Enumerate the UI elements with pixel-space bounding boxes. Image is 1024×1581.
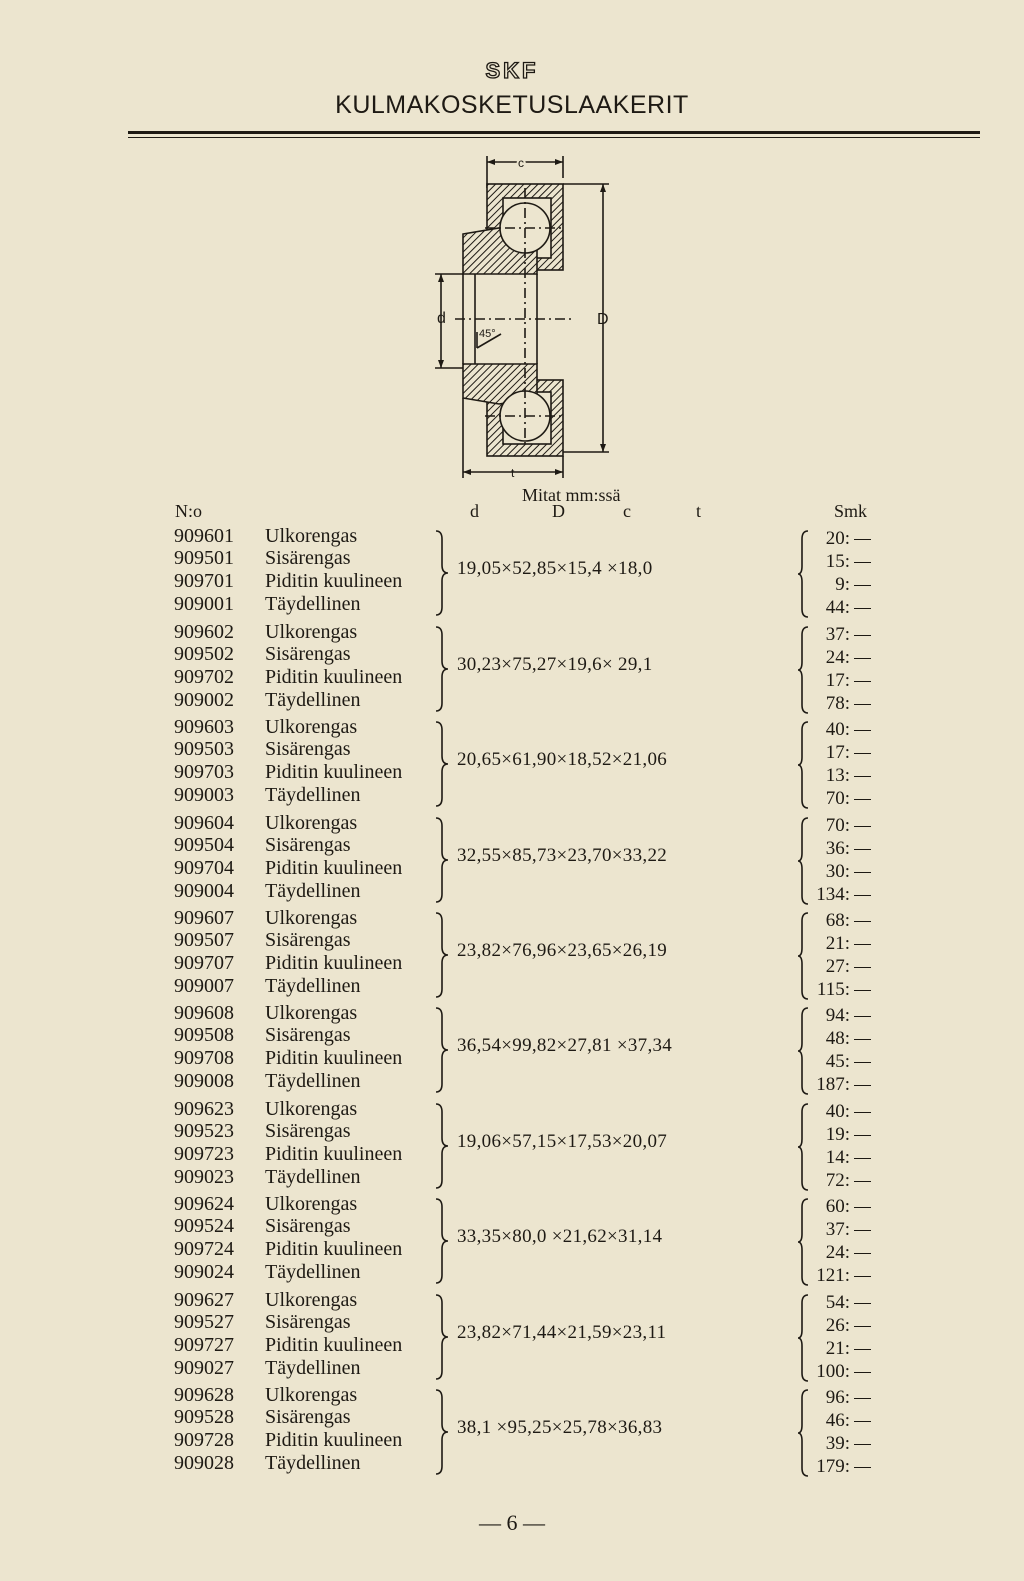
price-dash [854,1444,871,1445]
col-header-number: N:o [175,501,202,521]
dimensions-value: 19,05×52,85×15,4 ×18,0 [457,558,653,579]
part-name: Täydellinen [265,593,361,615]
price-dash [854,585,871,586]
price-dash [854,1016,871,1017]
part-number: 909503 [174,738,234,760]
price-dash [854,1207,871,1208]
part-group [0,907,1024,1003]
price: 36: [825,838,850,859]
price: 48: [825,1028,850,1049]
price-dash [854,608,871,609]
part-number: 909704 [174,857,234,879]
part-name: Sisärengas [265,834,351,856]
part-number: 909723 [174,1143,234,1165]
price: 17: [825,670,850,691]
price-dash [854,1398,871,1399]
price-dash [854,658,871,659]
price-dash [854,1135,871,1136]
part-number: 909724 [174,1238,234,1260]
right-brace [434,1197,450,1285]
right-brace [434,911,450,999]
dimensions-caption: Mitat mm:ssä [522,485,621,505]
part-number: 909627 [174,1289,234,1311]
part-number: 909604 [174,812,234,834]
part-number: 909628 [174,1384,234,1406]
part-number: 909502 [174,643,234,665]
dim-label-D: D [597,311,609,328]
price: 26: [825,1315,850,1336]
part-number: 909527 [174,1311,234,1333]
price-dash [854,681,871,682]
part-number: 909001 [174,593,234,615]
part-number: 909027 [174,1357,234,1379]
price: 17: [825,742,850,763]
part-name: Sisärengas [265,1120,351,1142]
right-brace [434,529,450,617]
price-dash [854,1303,871,1304]
price-dash [854,730,871,731]
price: 44: [825,597,850,618]
price-dash [854,1085,871,1086]
price-dash [854,990,871,991]
right-brace [434,1388,450,1476]
price-dash [854,562,871,563]
part-name: Piditin kuulineen [265,1143,403,1165]
part-group [0,525,1024,621]
skf-logo: SKF [485,58,539,83]
price: 60: [825,1196,850,1217]
price: 37: [825,624,850,645]
part-name: Täydellinen [265,975,361,997]
part-number: 909004 [174,880,234,902]
price-dash [854,921,871,922]
part-group [0,621,1024,717]
price: 24: [825,647,850,668]
part-name: Sisärengas [265,738,351,760]
part-name: Ulkorengas [265,907,358,929]
part-number: 909504 [174,834,234,856]
price: 100: [816,1361,850,1382]
left-brace [797,1102,809,1192]
part-number: 909608 [174,1002,234,1024]
right-brace [434,1006,450,1094]
dimensions-value: 33,35×80,0 ×21,62×31,14 [457,1226,663,1247]
price: 70: [825,788,850,809]
price: 70: [825,815,850,836]
right-brace [434,625,450,713]
part-name: Sisärengas [265,929,351,951]
part-number: 909023 [174,1166,234,1188]
left-brace [797,1388,809,1478]
price: 14: [825,1147,850,1168]
price: 94: [825,1005,850,1026]
part-number: 909528 [174,1406,234,1428]
part-name: Piditin kuulineen [265,666,403,688]
part-number: 909623 [174,1098,234,1120]
price: 187: [816,1074,850,1095]
right-brace [434,1102,450,1190]
dimensions-value: 38,1 ×95,25×25,78×36,83 [457,1417,663,1438]
price: 9: [835,574,850,595]
part-number: 909007 [174,975,234,997]
price: 134: [816,884,850,905]
part-name: Sisärengas [265,643,351,665]
part-name: Ulkorengas [265,1002,358,1024]
price-dash [854,1181,871,1182]
price: 121: [816,1265,850,1286]
left-brace [797,1293,809,1383]
part-name: Ulkorengas [265,621,358,643]
part-number: 909024 [174,1261,234,1283]
part-name: Täydellinen [265,1070,361,1092]
col-header-d: d [470,501,479,521]
part-group [0,1193,1024,1289]
price-dash [854,1421,871,1422]
price-dash [854,1276,871,1277]
price: 40: [825,1101,850,1122]
part-name: Piditin kuulineen [265,857,403,879]
price: 179: [816,1456,850,1477]
price: 45: [825,1051,850,1072]
bearing-cross-section-diagram [425,148,625,480]
part-name: Sisärengas [265,1215,351,1237]
dim-label-d: d [437,310,446,327]
price: 20: [825,528,850,549]
left-brace [797,625,809,715]
part-number: 909727 [174,1334,234,1356]
part-number: 909008 [174,1070,234,1092]
part-number: 909003 [174,784,234,806]
right-brace [434,720,450,808]
price: 15: [825,551,850,572]
part-number: 909523 [174,1120,234,1142]
part-name: Sisärengas [265,547,351,569]
price: 40: [825,719,850,740]
part-group [0,716,1024,812]
left-brace [797,720,809,810]
price: 78: [825,693,850,714]
dim-label-t: t [511,466,515,480]
left-brace [797,1006,809,1096]
part-number: 909728 [174,1429,234,1451]
left-brace [797,1197,809,1287]
price-dash [854,967,871,968]
part-number: 909624 [174,1193,234,1215]
left-brace [797,816,809,906]
price: 13: [825,765,850,786]
part-number: 909607 [174,907,234,929]
part-name: Sisärengas [265,1406,351,1428]
price-dash [854,753,871,754]
price-dash [854,799,871,800]
angle-label: 45° [479,328,496,340]
price-dash [854,1230,871,1231]
part-number: 909703 [174,761,234,783]
price: 37: [825,1219,850,1240]
price: 46: [825,1410,850,1431]
price: 39: [825,1433,850,1454]
part-name: Ulkorengas [265,716,358,738]
part-number: 909702 [174,666,234,688]
part-name: Piditin kuulineen [265,761,403,783]
part-number: 909002 [174,689,234,711]
part-name: Ulkorengas [265,525,358,547]
price: 24: [825,1242,850,1263]
price: 30: [825,861,850,882]
price-dash [854,1372,871,1373]
dimensions-value: 23,82×71,44×21,59×23,11 [457,1322,667,1343]
right-brace [434,1293,450,1381]
part-name: Piditin kuulineen [265,1334,403,1356]
price: 21: [825,1338,850,1359]
part-name: Sisärengas [265,1024,351,1046]
col-header-D: D [552,501,565,521]
part-name: Täydellinen [265,1357,361,1379]
price-dash [854,776,871,777]
part-number: 909507 [174,929,234,951]
price-dash [854,872,871,873]
part-number: 909501 [174,547,234,569]
part-name: Ulkorengas [265,1098,358,1120]
part-number: 909603 [174,716,234,738]
title-rule-thin [128,137,980,138]
price-dash [854,1039,871,1040]
dimensions-value: 19,06×57,15×17,53×20,07 [457,1131,668,1152]
part-name: Täydellinen [265,689,361,711]
price-dash [854,1349,871,1350]
dimensions-value: 36,54×99,82×27,81 ×37,34 [457,1035,673,1056]
price: 54: [825,1292,850,1313]
part-name: Täydellinen [265,1261,361,1283]
col-header-c: c [623,501,631,521]
price: 115: [816,979,850,1000]
part-name: Täydellinen [265,880,361,902]
part-number: 909028 [174,1452,234,1474]
part-number: 909707 [174,952,234,974]
price: 19: [825,1124,850,1145]
page-number: — 6 — [479,1510,545,1535]
price-dash [854,1326,871,1327]
right-brace [434,816,450,904]
part-number: 909524 [174,1215,234,1237]
price-dash [854,539,871,540]
part-number: 909701 [174,570,234,592]
price: 96: [825,1387,850,1408]
price: 72: [825,1170,850,1191]
part-number: 909508 [174,1024,234,1046]
dimensions-value: 32,55×85,73×23,70×33,22 [457,845,668,866]
part-group [0,812,1024,908]
part-group [0,1002,1024,1098]
price: 21: [825,933,850,954]
price-dash [854,1112,871,1113]
part-group [0,1384,1024,1480]
col-header-t: t [696,501,702,521]
part-name: Täydellinen [265,784,361,806]
part-name: Sisärengas [265,1311,351,1333]
part-name: Ulkorengas [265,812,358,834]
price: 68: [825,910,850,931]
price-dash [854,849,871,850]
price-dash [854,1062,871,1063]
price-dash [854,1253,871,1254]
left-brace [797,911,809,1001]
dimensions-value: 20,65×61,90×18,52×21,06 [457,749,668,770]
part-name: Piditin kuulineen [265,1047,403,1069]
part-name: Ulkorengas [265,1384,358,1406]
col-header-price: Smk [834,501,868,521]
price: 27: [825,956,850,977]
dimensions-value: 23,82×76,96×23,65×26,19 [457,940,668,961]
part-group [0,1098,1024,1194]
price-dash [854,895,871,896]
price-dash [854,1467,871,1468]
dim-label-c: c [518,156,524,170]
page-title: KULMAKOSKETUSLAAKERIT [335,91,689,119]
price-dash [854,635,871,636]
part-name: Piditin kuulineen [265,1238,403,1260]
price-dash [854,826,871,827]
part-name: Piditin kuulineen [265,1429,403,1451]
part-name: Täydellinen [265,1452,361,1474]
part-group [0,1289,1024,1385]
part-name: Piditin kuulineen [265,570,403,592]
price-dash [854,944,871,945]
left-brace [797,529,809,619]
part-number: 909601 [174,525,234,547]
part-number: 909602 [174,621,234,643]
part-name: Piditin kuulineen [265,952,403,974]
part-number: 909708 [174,1047,234,1069]
title-rule-thick [128,131,980,134]
part-name: Ulkorengas [265,1193,358,1215]
price-dash [854,1158,871,1159]
price-dash [854,704,871,705]
part-name: Ulkorengas [265,1289,358,1311]
part-name: Täydellinen [265,1166,361,1188]
dimensions-value: 30,23×75,27×19,6× 29,1 [457,654,653,675]
